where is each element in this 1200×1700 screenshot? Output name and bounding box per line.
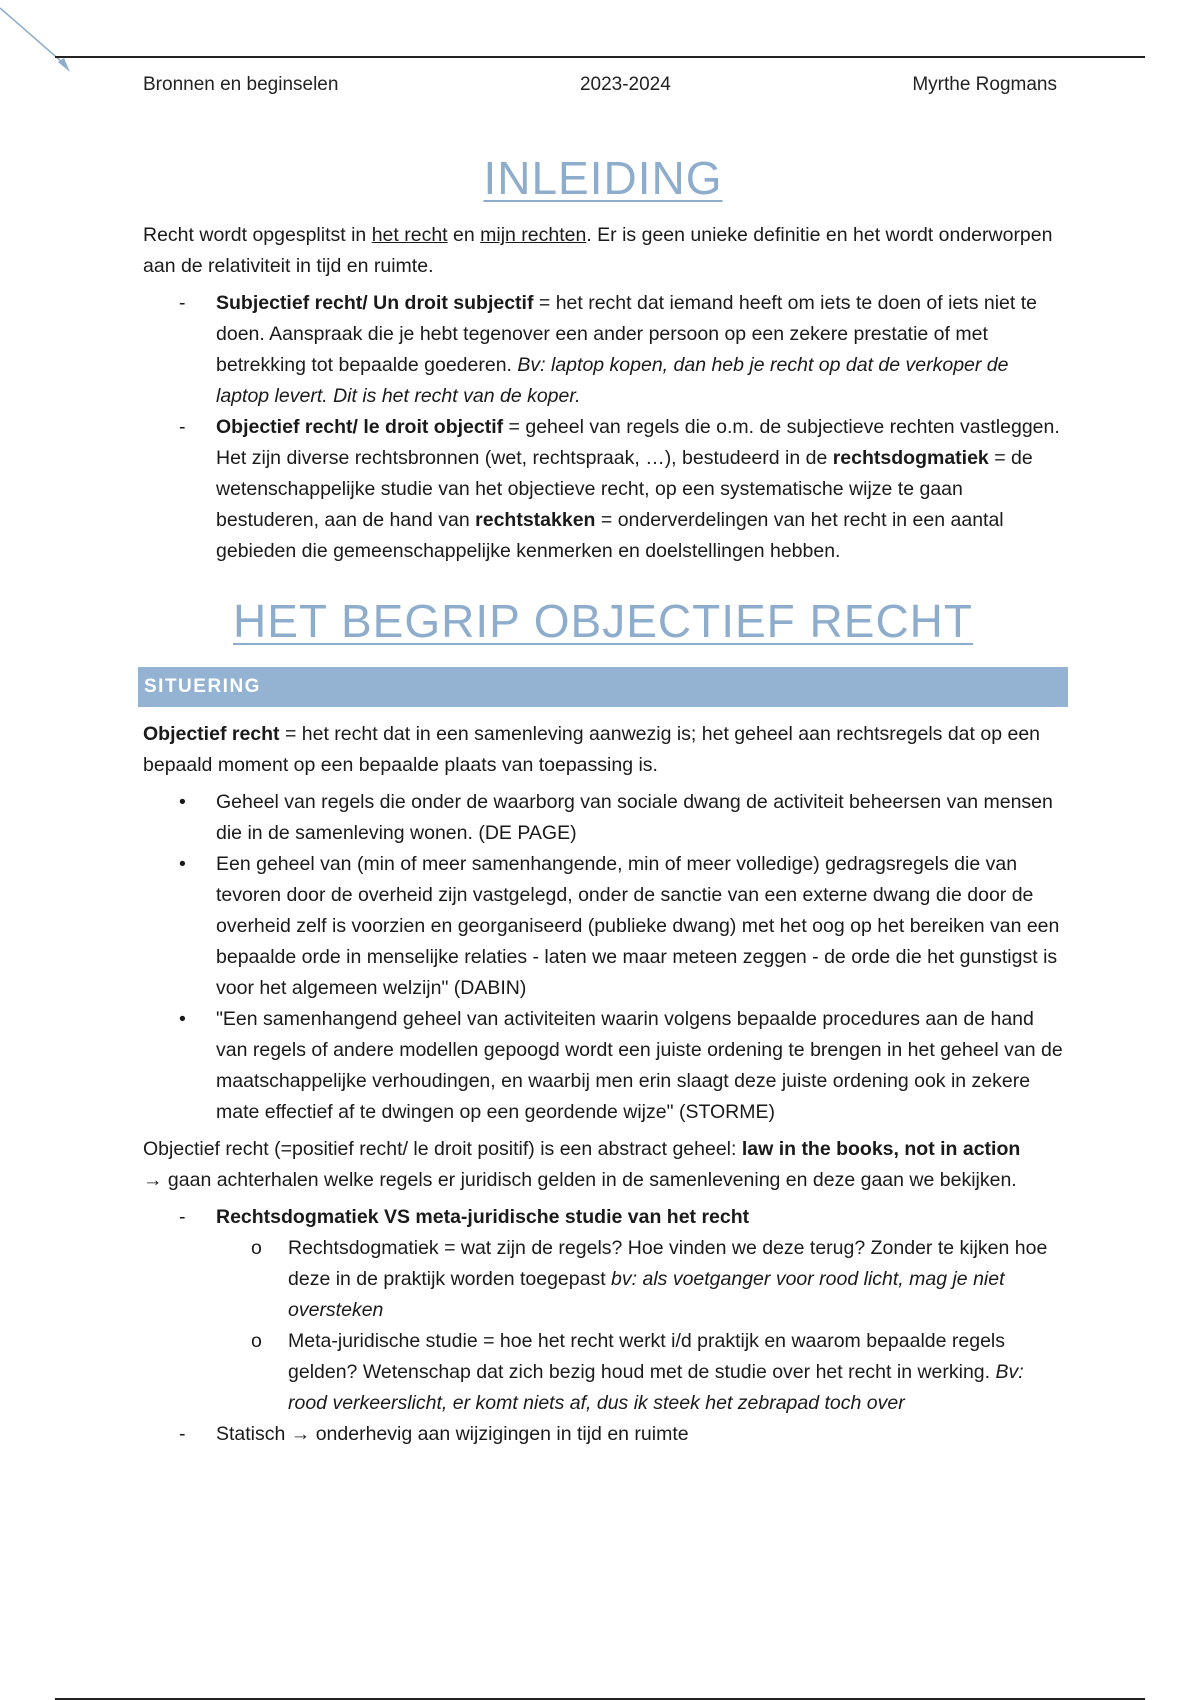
list-item-rechtsdogmatiek-vs: - Rechtsdogmatiek VS meta-juridische studie van het recht o Rechtsdogmatiek = wat zijn de regels? Hoe vinden we deze terug? Zonder te kijken hoe deze in de praktijk worden toegepast bv: als voetganger voor rood licht, mag je niet oversteken o Meta-juridische studie = hoe het recht werkt i/d praktijk en waarom bepaalde regels gelden? Wetenschap dat zich bezig houd met de studie over het recht in werking. Bv: rood verkeerslicht, er komt niets af, dus ik steek het zebrapad toch over <box>143 1202 1063 1419</box>
page-header <box>143 74 1057 96</box>
arrow-icon: → <box>143 1169 163 1191</box>
intro-paragraph: Recht wordt opgesplitst in het recht en mijn rechten. Er is geen unieke definitie en het wordt onderworpen aan de relativiteit in tijd en ruimte. <box>143 224 1053 277</box>
list-item-statisch: - Statisch → onderhevig aan wijzigingen in tijd en ruimte <box>179 1423 689 1445</box>
inleiding-list <box>143 288 1063 567</box>
document-body <box>143 150 1063 1456</box>
sub-item-meta-juridisch: o Meta-juridische studie = hoe het recht werkt i/d praktijk en waarom bepaalde regels gelden? Wetenschap dat zich bezig houd met de studie over het recht in werking. Bv: rood verkeerslicht, er komt niets af, dus ik steek het zebrapad toch over <box>251 1330 1024 1414</box>
sub-item-rechtsdogmatiek: o Rechtsdogmatiek = wat zijn de regels? Hoe vinden we deze terug? Zonder te kijken hoe deze in de praktijk worden toegepast bv: als voetganger voor rood licht, mag je niet oversteken <box>251 1237 1048 1321</box>
header-year: 2023-2024 <box>579 74 671 95</box>
list-item: • "Een samenhangend geheel van activiteiten waarin volgens bepaalde procedures aan de hand van regels of andere modellen gepoogd wordt een juiste ordening te brengen in het geheel van de maatschappelijke verhoudingen, en waarbij men erin slaagt deze juiste ordening ook in zekere mate effectief af te dwingen op een geordende wijze" (STORME) <box>179 1008 1063 1123</box>
sub-list <box>143 1233 1063 1419</box>
header-author: Myrthe Rogmans <box>912 74 1057 95</box>
heading-inleiding: INLEIDING <box>483 152 723 204</box>
abstract-paragraph: Objectief recht (=positief recht/ le droit positif) is een abstract geheel: law in the books, not in action → gaan achterhalen welke regels er juridisch gelden in de samenlevening en deze gaan we bekijken. <box>143 1138 1021 1191</box>
section-situering: SITUERING <box>138 667 1068 707</box>
definitions-list <box>143 787 1063 1128</box>
study-list <box>143 1202 1063 1450</box>
heading-begrip: HET BEGRIP OBJECTIEF RECHT <box>233 595 973 647</box>
list-item: • Een geheel van (min of meer samenhangende, min of meer volledige) gedragsregels die van tevoren door de overheid zijn vastgelegd, onder de sanctie van een externe dwang die door de overheid zelf is voorzien en georganiseerd (publieke dwang) met het oog op het bereiken van een bepaalde orde in menselijke relaties - laten we maar meteen zeggen - de orde die het gunstigst is voor het algemeen welzijn" (DABIN) <box>179 853 1060 999</box>
list-item-subjectief: - Subjectief recht/ Un droit subjectif = het recht dat iemand heeft om iets te doen of iets niet te doen. Aanspraak die je hebt tegenover een ander persoon op een zekere prestatie of met betrekking tot bepaalde goederen. Bv: laptop kopen, dan heb je recht op dat de verkoper de laptop levert. Dit is het recht van de koper. <box>179 292 1037 407</box>
list-item: • Geheel van regels die onder de waarborg van sociale dwang de activiteit beheersen van mensen die in de samenleving wonen. (DE PAGE) <box>179 791 1053 844</box>
corner-crop-mark <box>0 0 80 80</box>
arrow-icon: → <box>290 1423 311 1445</box>
header-course: Bronnen en beginselen <box>143 74 339 95</box>
list-item-objectief: - Objectief recht/ le droit objectif = geheel van regels die o.m. de subjectieve rechten vastleggen. Het zijn diverse rechtsbronnen (wet, rechtspraak, …), bestudeerd in de rechtsdogmatiek = de wetenschappelijke studie van het objectieve recht, op een systematische wijze te gaan bestuderen, aan de hand van rechtstakken = onderverdelingen van het recht in een aantal gebieden die gemeenschappelijke kenmerken en doelstellingen hebben. <box>179 416 1060 562</box>
header-rule <box>55 56 1145 58</box>
definition-paragraph: Objectief recht = het recht dat in een samenleving aanwezig is; het geheel aan rechtsregels dat op een bepaald moment op een bepaalde plaats van toepassing is. <box>143 723 1041 776</box>
